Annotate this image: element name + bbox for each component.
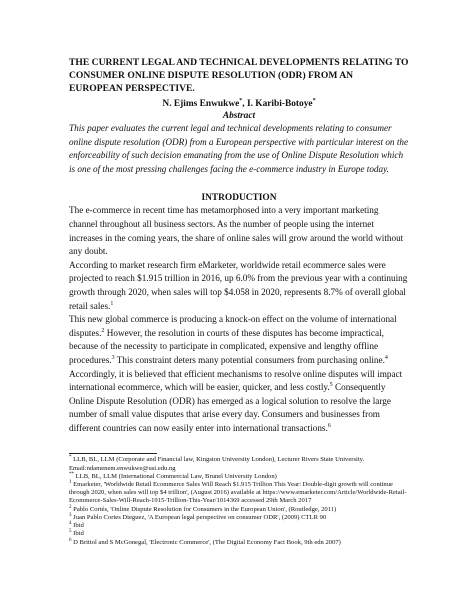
footnote-ref-6: 6 bbox=[327, 422, 331, 429]
footnote-item bbox=[69, 522, 409, 530]
paragraph-3-sentence-5: Consequently Online Dispute Resolution (ODR) has emerged as a logical solution to resolve the large number of small value disputes that arise every day. Consumers and businesses from different countries can now easily enter into international transactions. bbox=[69, 382, 391, 433]
body-paragraph-1: The e-commerce in recent time has metamorphosed into a very important marketing channel throughout all business sectors. As the number of people using the internet increases in the coming years, the share of online sales will grow around the world without any doubt. bbox=[69, 205, 404, 257]
abstract-heading: Abstract bbox=[222, 111, 256, 121]
paragraph-3-sentence-3: This constraint deters many potential consumers from purchasing online. bbox=[114, 354, 385, 365]
footnote-ref-5: 5 bbox=[329, 382, 333, 389]
author-line bbox=[69, 98, 409, 110]
abstract-text: This paper evaluates the current legal and technical developments relating to consumer online dispute resolution (ODR) from a European perspective with particular interest on the enforceability of such decision emanating from the use of Online Dispute Resolution which is one of the most pressing challenges facing the e-commerce industry in Europe today. bbox=[69, 123, 409, 174]
footnote-ref-2: 2 bbox=[101, 327, 105, 334]
footnote-text: Pablo Cortés, 'Online Dispute Resolution for Consumers in the European Union', (Routledge, 2011) bbox=[71, 505, 337, 513]
footnote-mark: 2 bbox=[69, 504, 72, 510]
author-2-footnote-mark: * bbox=[312, 97, 316, 104]
paper-content bbox=[69, 56, 409, 547]
footnote-mark: 5 bbox=[69, 529, 72, 535]
author-1-footnote-mark: * bbox=[239, 97, 243, 104]
footnote-item bbox=[69, 473, 409, 481]
footnote-text: Juan Pablo Cortes Dieguez, 'A European legal perspective on consumer ODR', (2009) CTLR 90 bbox=[71, 513, 327, 521]
introduction-heading: INTRODUCTION bbox=[201, 193, 277, 204]
footnotes bbox=[69, 456, 409, 546]
footnote-ref-3: 3 bbox=[111, 354, 115, 361]
author-separator: , bbox=[242, 99, 247, 109]
author-2: I. Karibi-Botoye bbox=[246, 99, 313, 109]
footnote-mark: 4 bbox=[69, 520, 72, 526]
author-1: N. Ejims Enwukwe bbox=[162, 99, 240, 109]
footnote-ref-4: 4 bbox=[384, 354, 388, 361]
footnote-mark: 6 bbox=[69, 537, 72, 543]
footnote-mark: * bbox=[69, 455, 72, 461]
footnote-item bbox=[69, 514, 409, 522]
footnote-mark: 3 bbox=[69, 512, 72, 518]
footnote-separator bbox=[69, 453, 157, 454]
footnote-text: Ibid bbox=[71, 530, 84, 538]
body-paragraph-3 bbox=[69, 313, 409, 435]
footnote-item bbox=[69, 539, 409, 547]
footnote-item bbox=[69, 530, 409, 538]
paragraph-3-sentence-4: Accordingly, it is believed that efficient mechanisms to resolve online disputes will impact international ecommerce, which will be easier, quicker, and less costly. bbox=[69, 368, 403, 393]
footnote-text: D Brittol and S McGonegal, 'Electronic Commerce', (The Digital Economy Fact Book, 9th edn 2007) bbox=[71, 538, 341, 546]
footnote-item bbox=[69, 506, 409, 514]
footnote-text: LLB, BL, LLM (International Commercial Law, Brunel University London) bbox=[74, 472, 277, 480]
footnote-text: Emarketer, 'Worldwide Retail Ecommerce Sales Will Reach $1.915 Trillion This Year: Double-digit growth will continue through 2020, when sales will top $4 trillion', (August 2016) available at https://www.emarketer.com/Article/Worldwide-Retail-Ecommerce-Sales-Will-Reach-1915-Trillion-This-Year/1014369 accessed 29th March 2017 bbox=[69, 481, 407, 505]
footnote-mark: 1 bbox=[69, 479, 72, 485]
paper-title: THE CURRENT LEGAL AND TECHNICAL DEVELOPMENTS RELATING TO CONSUMER ONLINE DISPUTE RESOLUTION (ODR) FROM AN EUROPEAN PERSPECTIVE. bbox=[69, 57, 409, 94]
footnote-ref-1: 1 bbox=[110, 300, 114, 307]
footnote-text: LLB, BL, LLM (Corporate and Financial law, Kingston University London), Lecturer Rivers State University. Email:ndamenem.enwukwe@ust.edu.ng bbox=[69, 456, 365, 472]
footnote-item bbox=[69, 481, 409, 506]
body-paragraph-2 bbox=[69, 259, 409, 313]
paragraph-3-sentence-2: However, the resolution in courts of these disputes has become impractical, because of the necessity to participate in complicated, expensive and lengthy offline procedures. bbox=[69, 327, 384, 365]
footnote-item bbox=[69, 456, 409, 472]
paragraph-2-text: According to market research firm eMarketer, worldwide retail ecommerce sales were projected to reach $1.915 trillion in 2016, up 6.0% from the previous year with a continuing growth through 2020, when sales will top $4.058 in 2020, represents 8.7% of overall global retail sales. bbox=[69, 259, 408, 311]
footnote-text: Ibid bbox=[71, 522, 84, 530]
footnote-mark: ** bbox=[69, 471, 74, 477]
paragraph-3-sentence-1: This new global commerce is producing a knock-on effect on the volume of international disputes. bbox=[69, 314, 397, 338]
